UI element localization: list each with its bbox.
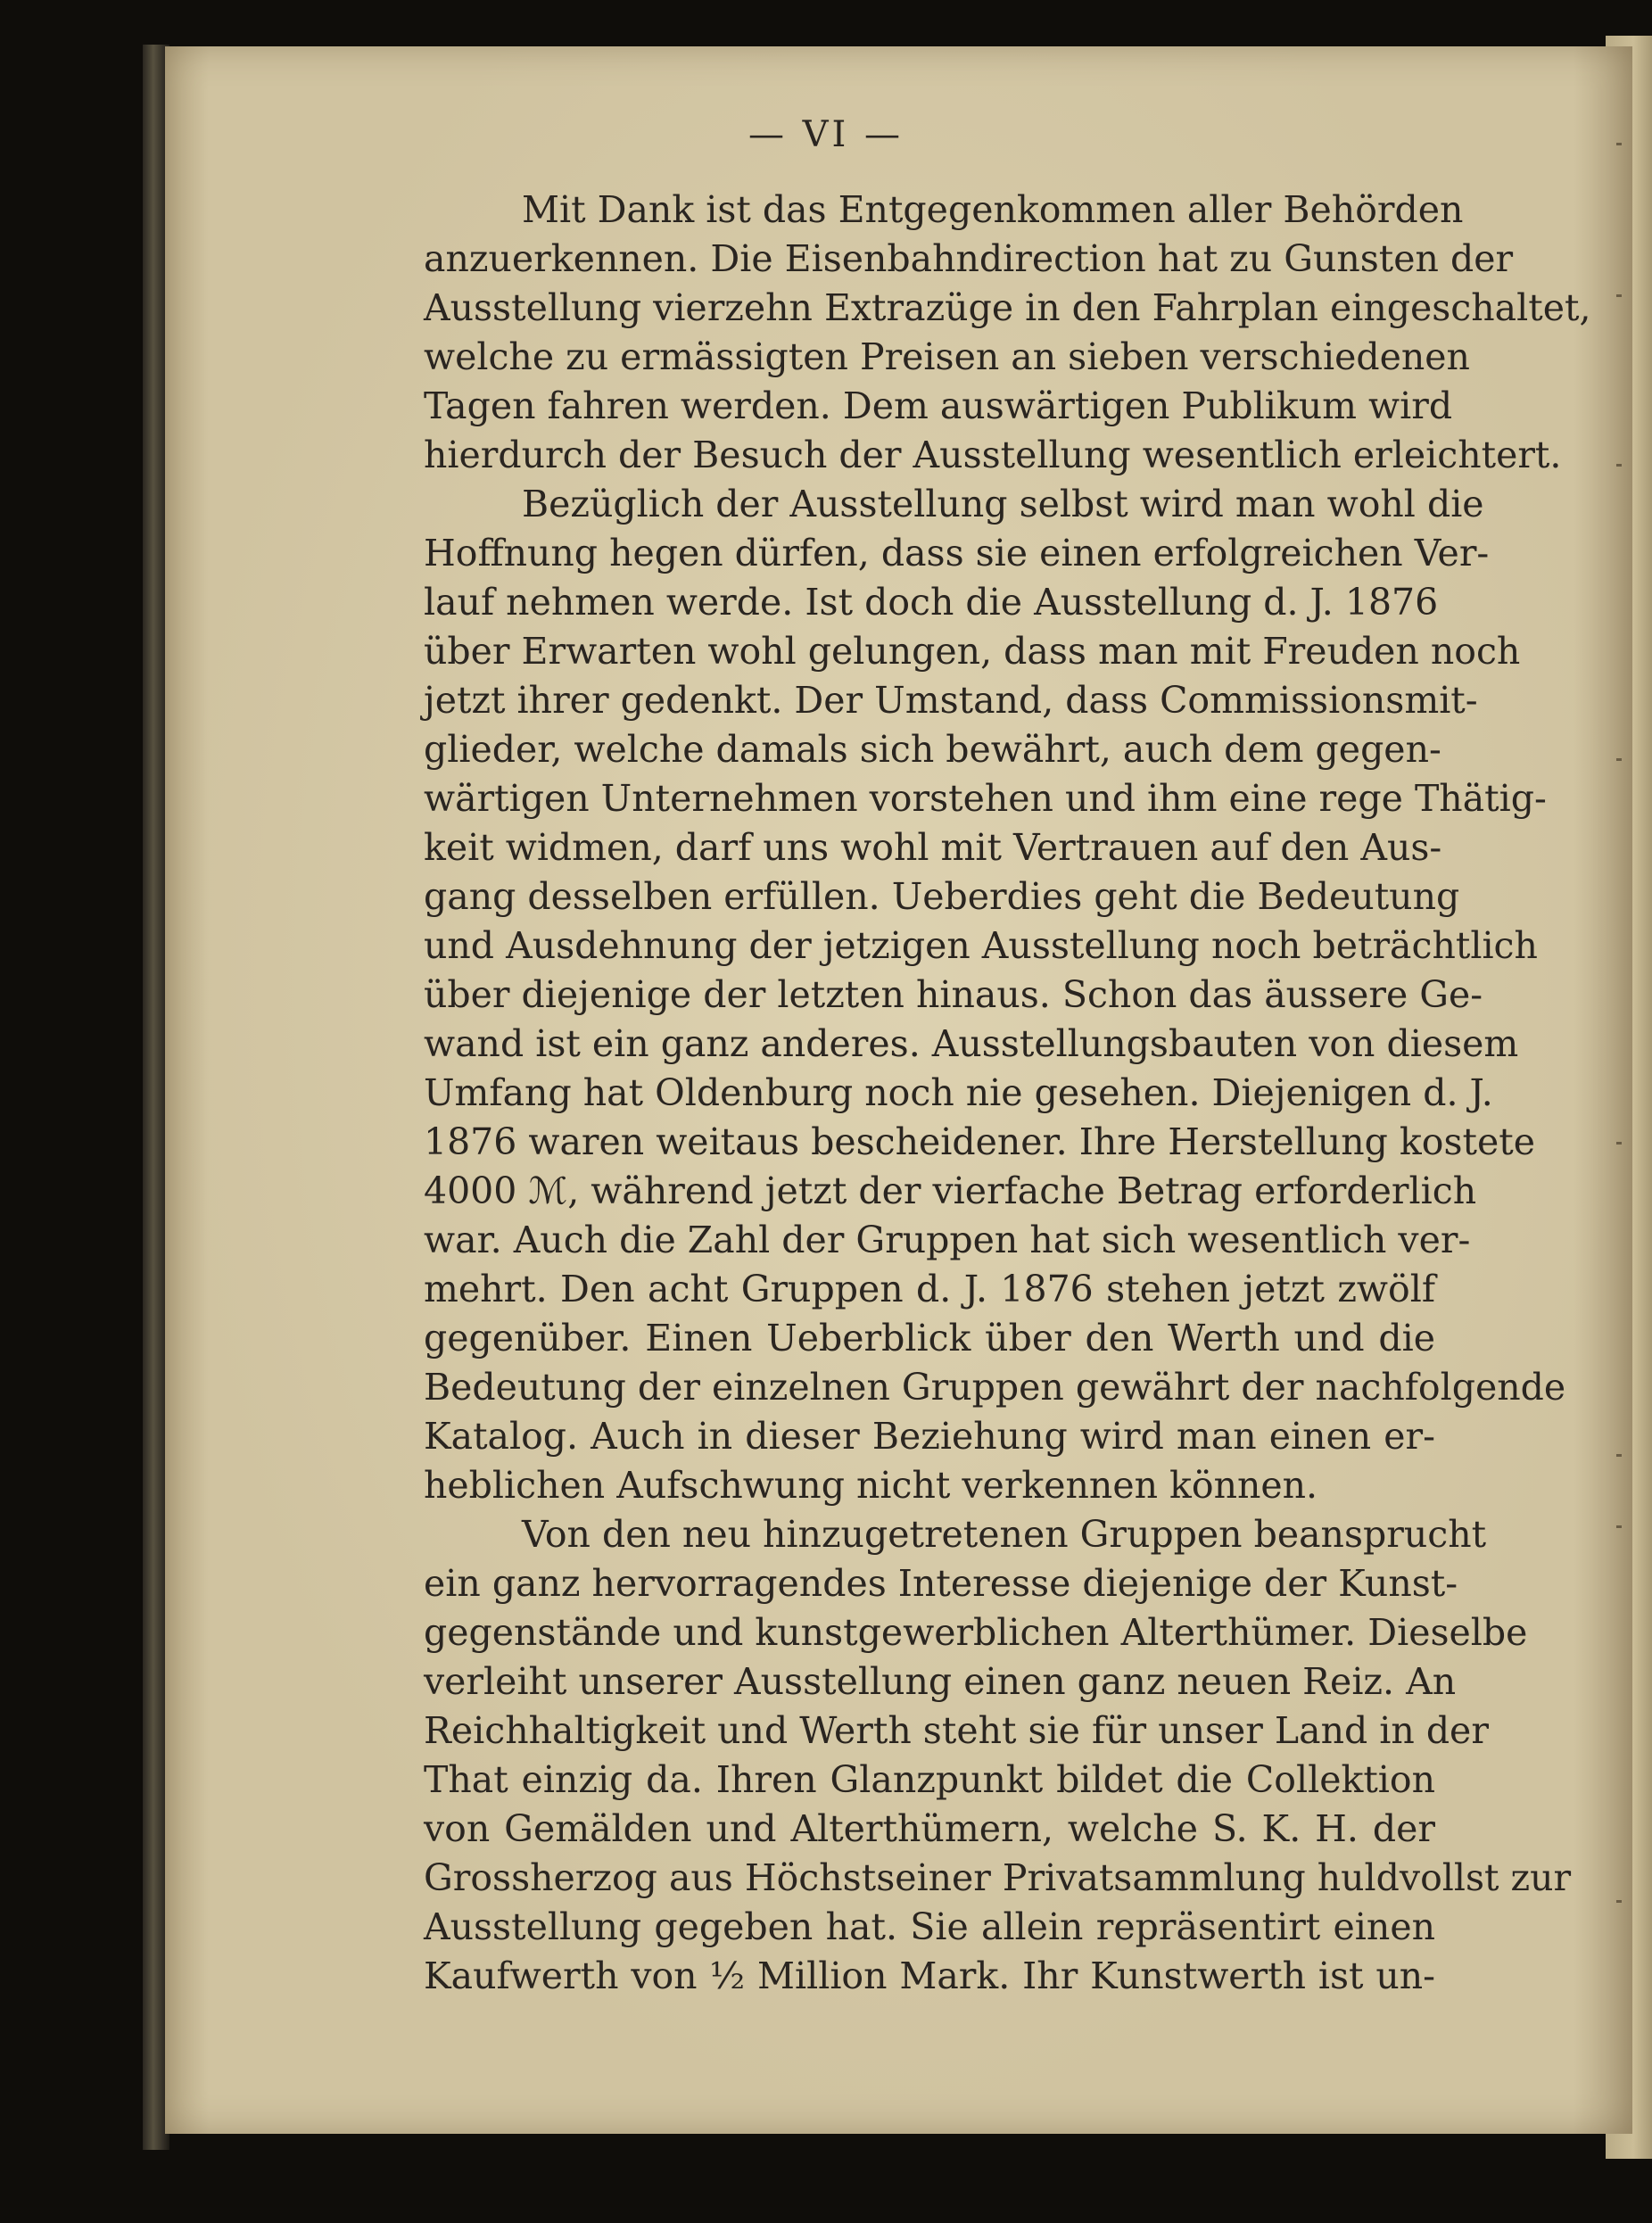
text-line: war. Auch die Zahl der Gruppen hat sich wesentlich ver-: [424, 1219, 1471, 1261]
edge-mark: [1616, 1142, 1622, 1145]
text-line: keit widmen, darf uns wohl mit Vertrauen auf den Aus-: [424, 826, 1442, 869]
text-line: Kaufwerth von ½ Million Mark. Ihr Kunstwerth ist un-: [424, 1954, 1435, 1997]
text-line: über diejenige der letzten hinaus. Schon das äussere Ge-: [424, 973, 1483, 1016]
text-line: über Erwarten wohl gelungen, dass man mit Freuden noch: [424, 630, 1521, 673]
text-line: gegenstände und kunstgewerblichen Alterthümer. Dieselbe: [424, 1611, 1528, 1654]
text-line: hierdurch der Besuch der Ausstellung wesentlich erleichtert.: [424, 434, 1562, 476]
text-line: Katalog. Auch in dieser Beziehung wird man einen er-: [424, 1415, 1435, 1458]
edge-mark: [1616, 464, 1622, 467]
text-line: verleiht unserer Ausstellung einen ganz neuen Reiz. An: [424, 1660, 1457, 1703]
text-line: Bezüglich der Ausstellung selbst wird man wohl die: [522, 483, 1484, 525]
text-line: 4000 ℳ, während jetzt der vierfache Betrag erforderlich: [424, 1169, 1477, 1212]
text-line: glieder, welche damals sich bewährt, auch dem gegen-: [424, 728, 1441, 771]
text-line: Reichhaltigkeit und Werth steht sie für unser Land in der: [424, 1709, 1489, 1752]
text-line: ein ganz hervorragendes Interesse diejenige der Kunst-: [424, 1562, 1458, 1605]
text-line: 1876 waren weitaus bescheidener. Ihre Herstellung kostete: [424, 1120, 1535, 1163]
body-text: [424, 186, 1591, 2001]
edge-mark: [1616, 294, 1622, 297]
text-line: lauf nehmen werde. Ist doch die Ausstellung d. J. 1876: [424, 581, 1439, 624]
text-line: von Gemälden und Alterthümern, welche S. K. H. der: [424, 1807, 1435, 1850]
text-line: Mit Dank ist das Entgegenkommen aller Behörden: [522, 188, 1464, 231]
text-line: Grossherzog aus Höchstseiner Privatsammlung huldvollst zur: [424, 1856, 1572, 1899]
edge-mark: [1616, 1900, 1622, 1903]
text-line: heblichen Aufschwung nicht verkennen können.: [424, 1464, 1318, 1507]
text-line: Ausstellung gegeben hat. Sie allein repräsentirt einen: [424, 1905, 1435, 1948]
text-line: und Ausdehnung der jetzigen Ausstellung noch beträchtlich: [424, 924, 1538, 967]
text-line: wärtigen Unternehmen vorstehen und ihm eine rege Thätig-: [424, 777, 1547, 820]
text-line: Tagen fahren werden. Dem auswärtigen Publikum wird: [424, 384, 1453, 427]
text-line: gang desselben erfüllen. Ueberdies geht die Bedeutung: [424, 875, 1460, 918]
text-line: anzuerkennen. Die Eisenbahndirection hat zu Gunsten der: [424, 237, 1514, 280]
text-line: Ausstellung vierzehn Extrazüge in den Fahrplan eingeschaltet,: [424, 286, 1591, 329]
edge-mark: [1616, 143, 1622, 145]
text-line: wand ist ein ganz anderes. Ausstellungsbauten von diesem: [424, 1022, 1519, 1065]
text-line: gegenüber. Einen Ueberblick über den Werth und die: [424, 1317, 1435, 1359]
page-edge-marks: [1616, 134, 1625, 2096]
page-number: — VI —: [748, 114, 904, 155]
text-line: welche zu ermässigten Preisen an sieben verschiedenen: [424, 335, 1470, 378]
text-line: mehrt. Den acht Gruppen d. J. 1876 stehen jetzt zwölf: [424, 1268, 1435, 1310]
edge-mark: [1616, 758, 1622, 761]
edge-mark: [1616, 1454, 1622, 1457]
text-line: Bedeutung der einzelnen Gruppen gewährt der nachfolgende: [424, 1366, 1566, 1409]
text-line: Umfang hat Oldenburg noch nie gesehen. Diejenigen d. J.: [424, 1071, 1493, 1114]
edge-mark: [1616, 1525, 1622, 1528]
text-line: Von den neu hinzugetretenen Gruppen beansprucht: [522, 1513, 1487, 1556]
text-line: Hoffnung hegen dürfen, dass sie einen erfolgreichen Ver-: [424, 532, 1490, 574]
text-line: jetzt ihrer gedenkt. Der Umstand, dass Commissionsmit-: [424, 679, 1478, 722]
text-line: That einzig da. Ihren Glanzpunkt bildet die Collektion: [424, 1758, 1435, 1801]
